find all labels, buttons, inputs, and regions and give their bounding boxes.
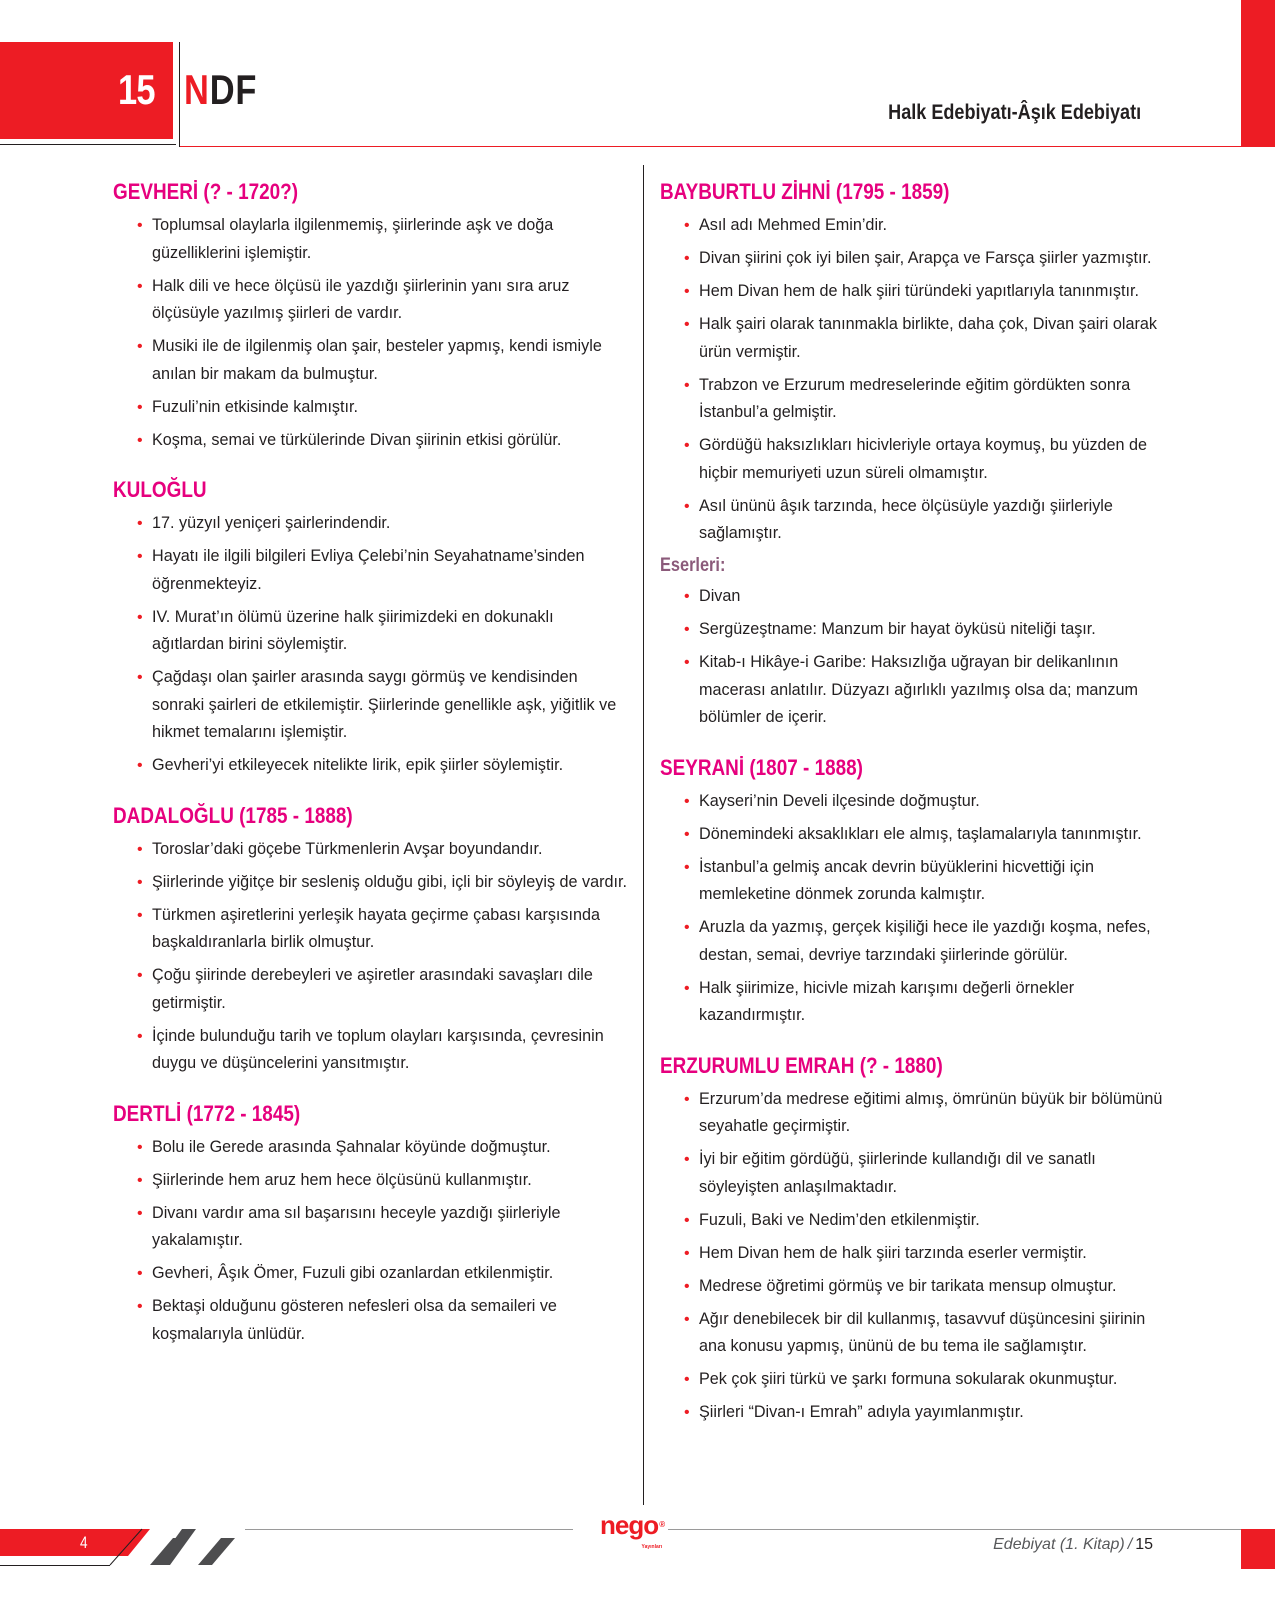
list-item — [660, 975, 1175, 1030]
bullet-icon: • — [684, 497, 690, 515]
list-item — [113, 604, 628, 659]
bullet-icon: • — [137, 1204, 143, 1222]
list-item-text: Ağır denebilecek bir dil kullanmış, tasavvuf düşüncesini şiirinin ana konusu yapmış, ününü de bu tema ile sağlamıştır. — [699, 1309, 1146, 1355]
bullet-list — [660, 1086, 1175, 1427]
list-item — [113, 836, 628, 864]
bullet-icon: • — [684, 979, 690, 997]
list-item-text: Pek çok şiiri türkü ve şarkı formuna sokularak okunmuştur. — [699, 1370, 1118, 1388]
list-item — [660, 1146, 1175, 1201]
list-item-text: İçinde bulunduğu tarih ve toplum olayları karşısında, çevresinin duygu ve düşüncelerini yansıtmıştır. — [152, 1026, 604, 1072]
list-item — [660, 788, 1175, 816]
footer-book-page: 15 — [1135, 1536, 1153, 1553]
list-item-text: Sergüzeştname: Manzum bir hayat öyküsü niteliği taşır. — [699, 620, 1096, 638]
list-item-text: Gevheri’yi etkileyecek nitelikte lirik, epik şiirler söylemiştir. — [152, 756, 564, 774]
bullet-icon: • — [137, 608, 143, 626]
list-item-text: Fuzuli’nin etkisinde kalmıştır. — [152, 397, 359, 416]
list-item — [113, 1023, 628, 1078]
bullet-icon: • — [137, 1138, 143, 1156]
bullet-list — [113, 212, 628, 454]
bullet-icon: • — [684, 654, 690, 671]
footer-rule-mid — [245, 1529, 573, 1530]
footer-rule-right — [668, 1529, 1241, 1530]
list-item — [113, 543, 628, 598]
section-heading: ERZURUMLU EMRAH (? - 1880) — [660, 1052, 943, 1078]
list-item — [113, 427, 628, 455]
bullet-list — [660, 788, 1175, 1030]
header-divider — [179, 42, 180, 147]
bullet-icon: • — [137, 217, 143, 234]
list-item — [660, 1366, 1175, 1394]
list-item-text: Gördüğü haksızlıkları hicivleriyle ortaya koymuş, bu yüzden de hiçbir memuriyeti uzun süreli olmamıştır. — [699, 436, 1148, 482]
bullet-icon: • — [684, 825, 690, 843]
footer-stripe-line — [110, 1529, 142, 1565]
list-item-text: Erzurum’da medrese eğitimi almış, ömrünün büyük bir bölümünü seyahatle geçirmiştir. — [699, 1089, 1163, 1135]
list-item-text: Kayseri’nin Develi ilçesinde doğmuştur. — [699, 791, 980, 810]
bullet-icon: • — [684, 1277, 690, 1295]
list-item — [113, 1260, 628, 1288]
bullet-icon: • — [137, 338, 143, 355]
bullet-icon: • — [684, 250, 690, 267]
footer-stripe-3 — [198, 1538, 235, 1565]
list-item — [113, 869, 628, 897]
list-item — [113, 902, 628, 957]
list-item-text: 17. yüzyıl yeniçeri şairlerindendir. — [152, 514, 391, 532]
list-item — [660, 854, 1175, 909]
list-item-text: Çağdaşı olan şairler arasında saygı görmüş ve kendisinden sonraki şairleri de etkilemiştir. Şiirlerinde genellikle aşk, yiğitlik ve hikmet temalarını işlemiştir. — [152, 668, 617, 741]
list-item-text: Şiirlerinde hem aruz hem hece ölçüsünü kullanmıştır. — [152, 1170, 532, 1189]
poet-section — [660, 178, 1175, 732]
logo-registered-mark: ® — [659, 1520, 665, 1529]
list-item-text: Şiirleri “Divan-ı Emrah” adıyla yayımlanmıştır. — [699, 1403, 1024, 1421]
list-item-text: Çoğu şiirinde derebeyleri ve aşiretler arasındaki savaşları dile getirmiştir. — [152, 966, 593, 1012]
list-item — [660, 1207, 1175, 1235]
bullet-icon: • — [137, 277, 143, 295]
list-item — [660, 583, 1175, 611]
works-subheading: Eserleri: — [660, 555, 726, 576]
logo-text: nego — [600, 1510, 659, 1540]
footer-rule-left — [0, 1565, 110, 1566]
bullet-icon: • — [684, 1244, 690, 1262]
list-item-text: Hem Divan hem de halk şiiri türündeki yapıtlarıyla tanınmıştır. — [699, 282, 1139, 300]
bullet-icon: • — [137, 967, 143, 984]
bullet-icon: • — [684, 792, 690, 810]
list-item-text: Medrese öğretimi görmüş ve bir tarikata mensup olmuştur. — [699, 1276, 1117, 1295]
list-item-text: Fuzuli, Baki ve Nedim’den etkilenmiştir. — [699, 1210, 980, 1229]
list-item — [113, 510, 628, 538]
list-item-text: Hem Divan hem de halk şiiri tarzında eserler vermiştir. — [699, 1243, 1087, 1262]
list-item-text: Halk şiirimize, hicivle mizah karışımı değerli örnekler kazandırmıştır. — [699, 978, 1075, 1024]
column-divider — [643, 165, 644, 1505]
bullet-icon: • — [137, 1298, 143, 1315]
section-heading: BAYBURTLU ZİHNİ (1795 - 1859) — [660, 179, 950, 204]
poet-section — [660, 1052, 1175, 1427]
bullet-icon: • — [684, 1404, 690, 1421]
list-item — [660, 1240, 1175, 1268]
list-item-text: Bektaşi olduğunu gösteren nefesleri olsa da semaileri ve koşmalarıyla ünlüdür. — [152, 1297, 557, 1343]
header-rule-left — [0, 144, 176, 145]
left-column — [113, 178, 628, 1370]
list-item — [113, 212, 628, 267]
poet-section — [113, 178, 628, 454]
list-item — [660, 1086, 1175, 1141]
list-item-text: Gevheri, Âşık Ömer, Fuzuli gibi ozanlardan etkilenmiştir. — [152, 1264, 554, 1282]
poet-section — [113, 476, 628, 780]
bullet-list — [660, 212, 1175, 548]
right-column — [660, 178, 1175, 1449]
bullet-list — [113, 836, 628, 1078]
bullet-icon: • — [137, 873, 143, 891]
list-item-text: Kitab-ı Hikâye-i Garibe: Haksızlığa uğrayan bir delikanlının macerası anlatılır. Düzyazı ağırlıklı yazılmış olsa da; manzum bölümler de içerir. — [699, 653, 1139, 726]
list-item — [660, 493, 1175, 548]
bullet-icon: • — [684, 376, 690, 394]
list-item — [660, 821, 1175, 849]
list-item-text: Toplumsal olaylarla ilgilenmemiş, şiirlerinde aşk ve doğa güzelliklerini işlemiştir. — [152, 216, 554, 262]
list-item-text: Divan şiirini çok iyi bilen şair, Arapça ve Farsça şiirler yazmıştır. — [699, 249, 1152, 267]
bullet-icon: • — [137, 1171, 143, 1189]
bullet-icon: • — [684, 1090, 690, 1108]
brand-rest: DF — [209, 66, 258, 113]
bullet-icon: • — [137, 757, 143, 774]
bullet-list — [660, 583, 1175, 732]
list-item — [660, 1399, 1175, 1427]
list-item — [660, 1273, 1175, 1301]
list-item-text: Asıl ününü âşık tarzında, hece ölçüsüyle yazdığı şiirleriyle sağlamıştır. — [699, 496, 1113, 542]
list-item-text: Aruzla da yazmış, gerçek kişiliği hece ile yazdığı koşma, nefes, destan, semai, devriye tarzındaki şiirlerinde görülür. — [699, 918, 1151, 964]
bullet-icon: • — [684, 621, 690, 638]
list-item-text: Dönemindeki aksaklıkları ele almış, taşlamalarıyla tanınmıştır. — [699, 824, 1142, 843]
bullet-icon: • — [137, 906, 143, 924]
list-item — [113, 394, 628, 422]
list-item-text: Toroslar’daki göçebe Türkmenlerin Avşar boyundandır. — [152, 839, 543, 858]
page-title: Halk Edebiyatı-Âşık Edebiyatı — [888, 101, 1141, 124]
list-item-text: Bolu ile Gerede arasında Şahnalar köyünde doğmuştur. — [152, 1137, 551, 1156]
bullet-icon: • — [137, 840, 143, 858]
bullet-icon: • — [684, 1310, 690, 1328]
section-heading: SEYRANİ (1807 - 1888) — [660, 754, 863, 780]
list-item-text: Divanı vardır ama sıl başarısını heceyle yazdığı şiirleriyle yakalamıştır. — [152, 1203, 561, 1249]
list-item-text: Asıl adı Mehmed Emin’dir. — [699, 216, 888, 234]
bullet-icon: • — [137, 515, 143, 532]
list-item-text: Halk şairi olarak tanınmakla birlikte, daha çok, Divan şairi olarak ürün vermiştir. — [699, 315, 1157, 361]
list-item — [660, 278, 1175, 306]
footer-stripe-2 — [156, 1529, 196, 1565]
list-item — [113, 962, 628, 1017]
list-item — [113, 752, 628, 780]
section-heading: DERTLİ (1772 - 1845) — [113, 1100, 301, 1126]
list-item — [113, 664, 628, 747]
list-item-text: Trabzon ve Erzurum medreselerinde eğitim gördükten sonra İstanbul’a gelmiştir. — [699, 375, 1131, 421]
bullet-icon: • — [137, 1027, 143, 1045]
bullet-list — [113, 510, 628, 780]
header-red-tab — [1241, 0, 1275, 146]
bullet-list — [113, 1134, 628, 1349]
list-item — [660, 212, 1175, 240]
list-item-text: Türkmen aşiretlerini yerleşik hayata geçirme çabası karşısında başkaldıranlarla birlik olmuştur. — [152, 905, 601, 951]
publisher-logo — [600, 1510, 665, 1550]
poet-section — [113, 1100, 628, 1349]
poet-section — [113, 802, 628, 1078]
footer-separator: / — [1127, 1536, 1133, 1553]
poet-section — [660, 754, 1175, 1030]
list-item-text: Musiki ile de ilgilenmiş olan şair, besteler yapmış, kendi ismiyle anılan bir makam da bulmuştur. — [152, 337, 602, 383]
brand-first-letter: N — [184, 66, 210, 113]
bullet-icon: • — [684, 1151, 690, 1168]
list-item — [113, 273, 628, 328]
list-item-text: Halk dili ve hece ölçüsü ile yazdığı şiirlerinin yanı sıra aruz ölçüsüyle yazılmış şiirleri de vardır. — [152, 276, 570, 322]
footer-page-number: 4 — [80, 1533, 88, 1552]
section-heading: DADALOĞLU (1785 - 1888) — [113, 802, 353, 828]
list-item — [660, 311, 1175, 366]
list-item-text: Koşma, semai ve türkülerinde Divan şiirinin etkisi görülür. — [152, 430, 562, 449]
bullet-icon: • — [137, 669, 143, 686]
bullet-icon: • — [684, 217, 690, 234]
bullet-icon: • — [137, 548, 143, 565]
list-item — [660, 245, 1175, 273]
bullet-icon: • — [684, 919, 690, 936]
list-item-text: Divan — [699, 587, 741, 605]
list-item-text: Hayatı ile ilgili bilgileri Evliya Çelebi’nin Seyahatname’sinden öğrenmekteyiz. — [152, 547, 585, 593]
bullet-icon: • — [137, 431, 143, 449]
list-item-text: İstanbul’a gelmiş ancak devrin büyüklerini hicvettiği için memleketine dönmek zorunda kalmıştır. — [699, 857, 1094, 903]
bullet-icon: • — [684, 1211, 690, 1229]
section-heading: GEVHERİ (? - 1720?) — [113, 179, 299, 204]
section-heading: KULOĞLU — [113, 477, 207, 502]
bullet-icon: • — [684, 283, 690, 300]
list-item-text: İyi bir eğitim gördüğü, şiirlerinde kullandığı dil ve sanatlı söyleyişten anlaşılmaktadır. — [699, 1150, 1096, 1196]
list-item — [113, 1200, 628, 1255]
bullet-icon: • — [684, 437, 690, 454]
list-item — [660, 372, 1175, 427]
list-item — [113, 333, 628, 388]
list-item — [113, 1293, 628, 1348]
list-item — [113, 1167, 628, 1195]
bullet-icon: • — [684, 858, 690, 876]
footer-book-info — [993, 1536, 1153, 1554]
list-item-text: Şiirlerinde yiğitçe bir sesleniş olduğu gibi, içli bir söyleyiş de vardır. — [152, 872, 628, 891]
bullet-icon: • — [684, 588, 690, 605]
list-item — [660, 616, 1175, 644]
bullet-icon: • — [137, 398, 143, 416]
footer-book-title: Edebiyat (1. Kitap) — [993, 1536, 1125, 1553]
list-item — [660, 1306, 1175, 1361]
logo-subtext: Yayınları — [641, 1544, 663, 1550]
footer-red-tab — [1241, 1529, 1275, 1569]
header-brand — [184, 66, 257, 114]
list-item — [660, 432, 1175, 487]
bullet-icon: • — [684, 316, 690, 333]
footer-stripes-decoration — [100, 1525, 250, 1570]
bullet-icon: • — [137, 1265, 143, 1282]
list-item — [660, 914, 1175, 969]
list-item-text: IV. Murat’ın ölümü üzerine halk şiirimizdeki en dokunaklı ağıtlardan birini söylemiştir. — [152, 607, 554, 653]
header-rule-right — [180, 146, 1275, 147]
bullet-icon: • — [684, 1371, 690, 1388]
list-item — [113, 1134, 628, 1162]
list-item — [660, 649, 1175, 732]
header-page-number: 15 — [118, 66, 155, 113]
